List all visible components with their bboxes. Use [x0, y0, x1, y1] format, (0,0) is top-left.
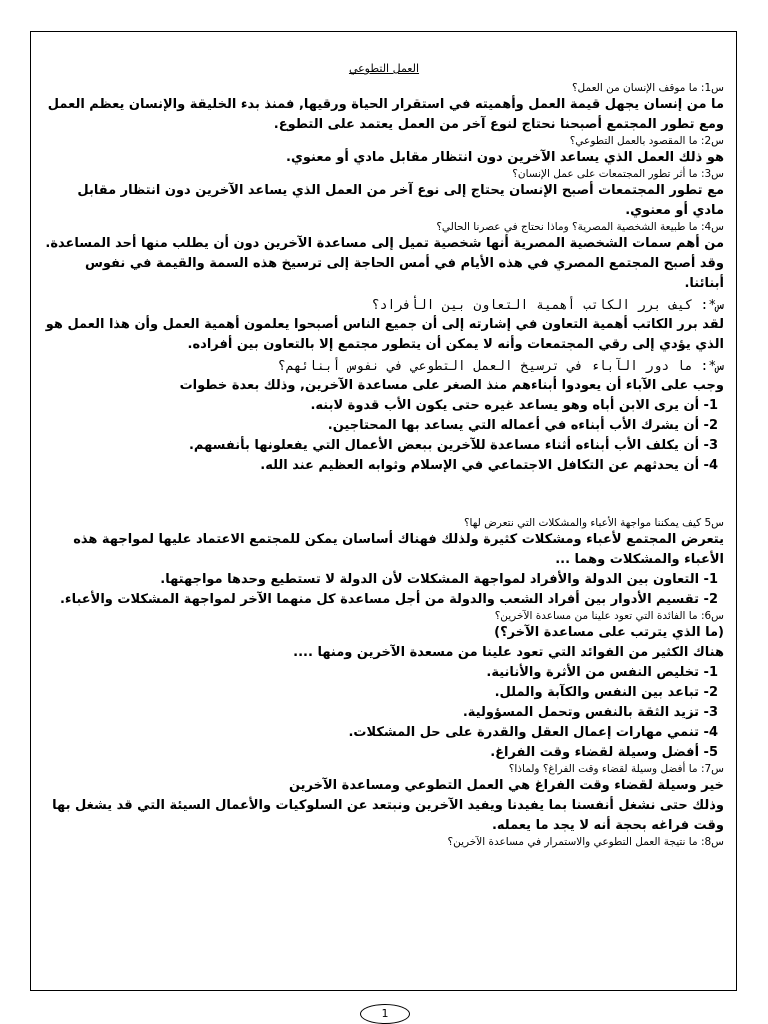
list-item: 2- تقسيم الأدوار بين أفراد الشعب والدولة من أجل مساعدة كل منهما الآخر لمواجهة المشكلات والأعباء. — [59, 592, 718, 607]
answer-text: خير وسيلة لقضاء وقت الفراغ هي العمل التطوعي ومساعدة الآخرين — [288, 778, 724, 793]
answer-text: من أهم سمات الشخصية المصرية أنها شخصية تميل إلى مساعدة الآخرين دون أن يطلب منها أحد المساعدة. — [45, 236, 724, 251]
question-line: س3: ما أثر تطور المجتمعات على عمل الإنسان؟ — [512, 168, 724, 180]
page-number: 1 — [360, 1004, 410, 1024]
question-line: س4: ما طبيعة الشخصية المصرية؟ وماذا نحتاج في عصرنا الحالي؟ — [436, 221, 724, 233]
question-line: س5 كيف يمكننا مواجهة الأعباء والمشكلات التي نتعرض لها؟ — [463, 517, 724, 529]
answer-text: (ما الذي يترتب على مساعدة الآخر؟) — [494, 625, 724, 640]
answer-text: وذلك حتى نشغل أنفسنا بما يفيدنا ويفيد الآخرين ونبتعد عن السلوكيات والأعمال السيئة التي قد يشغل بها وقت فراغه بحجة أنه لا يجد ما يعمله. — [52, 798, 724, 833]
question-line: س2: ما المقصود بالعمل التطوعي؟ — [569, 135, 724, 147]
answer-text: يتعرض المجتمع لأعباء ومشكلات كثيرة ولذلك فهناك أساسان يمكن للمجتمع الاعتماد عليها لمواجهة هذه الأعباء والمشكلات وهما ... — [73, 532, 724, 567]
question-line: س1: ما موقف الإنسان من العمل؟ — [571, 82, 724, 94]
question-line: س6: ما الفائدة التي تعود علينا من مساعدة الآخرين؟ — [494, 610, 724, 622]
spacer — [44, 492, 724, 501]
answer-text: هناك الكثير من الفوائد التي تعود علينا من مسعدة الآخرين ومنها .... — [293, 645, 724, 660]
answer-text: وقد أصبح المجتمع المصري في هذه الأيام في أمس الحاجة إلى ترسيخ هذه السمة والقيمة في نفوس أبنائنا. — [84, 256, 724, 291]
answer-text: ما من إنسان يجهل قيمة العمل وأهميته في استقرار الحياة ورقيها, فمنذ بدء الخليقة والإنسان يعظم العمل ومع تطور المجتمع أصبحنا نحتاج لنوع آخر من العمل يعتمد على التطوع. — [47, 97, 724, 132]
question-line: س8: ما نتيجة العمل التطوعي والاستمرار في مساعدة الآخرين؟ — [447, 836, 724, 848]
question-line: س7: ما أفضل وسيلة لقضاء وقت الفراغ؟ ولماذا؟ — [508, 763, 724, 775]
list-item: 3- أن يكلف الأب أبناءه أثناء مساعدة للآخرين ببعض الأعمال التي يفعلونها بأنفسهم. — [188, 438, 718, 453]
question-answer-list — [44, 82, 724, 849]
list-item: 4- تنمي مهارات إعمال العقل والقدرة على حل المشكلات. — [348, 725, 718, 740]
special-question: س*: ما دور الآباء في ترسيخ العمل التطوعي في نفوس أبنائهم؟ — [277, 359, 724, 374]
list-item: 1- التعاون بين الدولة والأفراد لمواجهة المشكلات لأن الدولة لا تستطيع وحدها مواجهتها. — [160, 572, 718, 587]
special-question: س*: كيف برر الكاتب أهمية التعاون بين الأفراد؟ — [371, 298, 724, 313]
list-item: 1- تخليص النفس من الأثرة والأنانية. — [486, 665, 718, 680]
list-item: 5- أفضل وسيلة لقضاء وقت الفراغ. — [490, 745, 718, 760]
answer-text: وجب على الآباء أن يعودوا أبناءهم منذ الصغر على مساعدة الآخرين, وذلك بعدة خطوات — [179, 378, 724, 393]
list-item: 2- أن يشرك الأب أبناءه في أعماله التي يساعد بها المحتاجين. — [327, 418, 718, 433]
list-item: 2- تباعد بين النفس والكآبة والملل. — [494, 685, 718, 700]
list-item: 3- تزيد الثقة بالنفس وتحمل المسؤولية. — [462, 705, 718, 720]
document-title: العمل التطوعي — [348, 62, 420, 75]
answer-text: لقد برر الكاتب أهمية التعاون في إشارته إلى أن جميع الناس أصبحوا يعلمون أهمية العمل وأن هذا العمل هو الذي يؤدي إلى رقي المجتمعات وأنه لا يمكن أن يتطور مجتمع إلا بالتعاون بين أفراده. — [45, 317, 724, 352]
document-body — [44, 62, 724, 849]
list-item: 4- أن يحدثهم عن التكافل الاجتماعي في الإسلام وثوابه العظيم عند الله. — [260, 458, 718, 473]
answer-text: مع تطور المجتمعات أصبح الإنسان يحتاج إلى نوع آخر من العمل الذي يساعد الآخرين دون انتظار مقابل مادي أو معنوي. — [77, 183, 724, 218]
answer-text: هو ذلك العمل الذي يساعد الآخرين دون انتظار مقابل مادي أو معنوي. — [286, 150, 724, 165]
list-item: 1- أن يرى الابن أباه وهو يساعد غيره حتى يكون الأب قدوة لابنه. — [310, 398, 718, 413]
